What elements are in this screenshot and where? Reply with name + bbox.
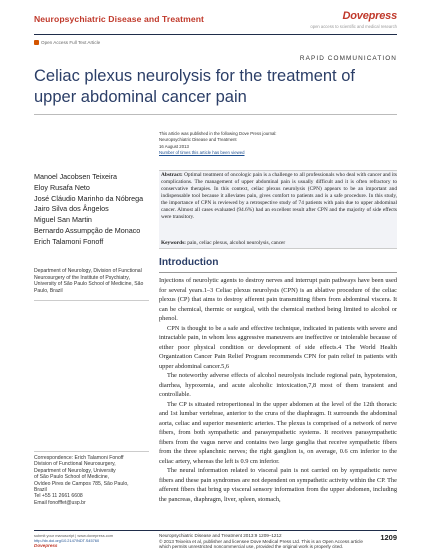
- pubinfo-line: This article was published in the following Dove Press journal:: [159, 131, 277, 136]
- paragraph: The neural information related to visceral pain is not carried on by sympathetic nerve fibers and these pain syndromes are not dependent on sympathetic activity within the CP. The afferent fibers that bring up visceral sensory information from the upper abdomen, including the pancreas, diaphragm, liver, spleen, stomach,: [159, 467, 397, 503]
- correspondence-line: Division of Functional Neurosurgery,: [34, 461, 116, 468]
- paragraph: Injections of neurolytic agents to destroy nerves and interrupt pain pathways have been used for several years.1–3 Celiac plexus neurolysis (CPN) is an ablative procedure of the celiac plexus (CP) that aims to destroy afferent pain transmitting fibers from abdominal viscera. It can be chemical, thermic or surgical, with the chemical method being limited to alcohol or phenol.: [159, 277, 397, 322]
- keywords-text: pain, celiac plexus, alcohol neurolysis, cancer: [187, 240, 286, 246]
- author-list: [34, 172, 149, 248]
- paragraph: CPN is thought to be a safe and effective technique, indicated in patients with severe and intractable pain, in whom less aggressive maneuvers are ineffective or intolerable because of either poor physical condition or development of side effects.4 The World Health Organization Cancer Pain Relief Program recommends CPN for pain relief in patients with upper abdominal cancer.5,6: [159, 324, 397, 370]
- open-access-label: [34, 40, 100, 45]
- author: Miguel San Martin: [34, 215, 92, 225]
- author: José Cláudio Marinho da Nóbrega: [34, 193, 144, 203]
- doi-link[interactable]: http://dx.doi.org/10.2147/NDT.S45760: [34, 538, 100, 543]
- open-access-text: Open Access Full Text Article: [41, 40, 101, 45]
- keywords: [161, 240, 397, 247]
- correspondence-line: Correspondence: Erich Talamoni Fonoff: [34, 455, 124, 461]
- correspondence-divider: [34, 451, 149, 452]
- section-heading: Introduction: [159, 257, 219, 268]
- footer-citation: [159, 533, 369, 550]
- section-divider: [159, 272, 397, 273]
- submit-manuscript-link[interactable]: submit your manuscript | www.dovepress.com: [34, 533, 114, 538]
- affiliation-divider: [34, 300, 149, 301]
- affiliation: Department of Neurology, Division of Functional Neurosurgery of the Institute of Psychiatry, University of São Paulo School of Medicine, São Paulo, Brazil: [34, 268, 144, 294]
- views-link[interactable]: Number of times this article has been viewed: [159, 149, 245, 155]
- body-text: [159, 276, 397, 504]
- publication-info: [159, 131, 359, 156]
- abstract: [161, 172, 397, 221]
- open-access-icon: [34, 40, 39, 45]
- pubinfo-date: 16 August 2013: [159, 143, 189, 149]
- correspondence: [34, 455, 149, 506]
- author: Eloy Rusafa Neto: [34, 182, 90, 192]
- correspondence-line: Tel +55 11 2661 6608: [34, 493, 83, 500]
- title-divider: [34, 114, 397, 115]
- abstract-text: Optimal treatment of oncologic pain is a challenge to all professionals who deal with cancer and its complications. The management of upper abdominal pain is usually difficult and it is often refractory to conservative therapies. In this context, celiac plexus neurolysis (CPN) appears to be an important and indispensable tool because it alleviates pain, gives comfort to patients and is a safe procedure. In this study, the importance of CPN is reviewed by a retrospective study of 74 patients with pain due to upper abdominal cancer. Almost all cases evaluated (94.6%) had an excellent result after CPN and the majority of side effects were transitory.: [161, 172, 397, 221]
- author: Jairo Silva dos Ângelos: [34, 204, 109, 214]
- footer-license: © 2013 Teixeira et al, publisher and licensee Dove Medical Press Ltd. This is an Open Access article which permits unrestricted noncommercial use, provided the original work is properly cited.: [159, 538, 363, 550]
- author: Manoel Jacobsen Teixeira: [34, 172, 117, 181]
- paragraph: The noteworthy adverse effects of alcohol neurolysis include regional pain, hypotension, diarrhea, hypoxemia, and acute alcoholic intoxication,7,8 most of them transient and controllable.: [159, 372, 397, 398]
- article-title: Celiac plexus neurolysis for the treatment of upper abdominal cancer pain: [34, 67, 355, 106]
- correspondence-line: of São Paulo School of Medicine,: [34, 474, 110, 481]
- correspondence-email[interactable]: Email fonofffet@usp.br: [34, 499, 86, 506]
- author: Erich Talamoni Fonoff: [34, 236, 104, 246]
- correspondence-line: Department of Neurology, University: [34, 467, 116, 474]
- footer-divider: [34, 530, 397, 531]
- paragraph: The CP is situated retroperitoneal in the upper abdomen at the level of the 12th thoracic and 1st lumbar vertebrae, anterior to the crura of the diaphragm. It surrounds the abdominal aorta, celiac and superior mesenteric arteries. The plexus is comprised of a network of nerve fibers, from both sympathetic and parasympathetic systems. It receives parasympathetic fibers from the vagus nerve and contains two large ganglia that receive sympathetic fibers from the three splanchnic nerves; the right ganglion is, on average, 0.6 cm inferior to the celiac artery, whereas the left is 0.9 cm inferior.: [159, 400, 397, 465]
- publisher-tagline: open access to scientific and medical research: [310, 24, 397, 29]
- keywords-label: Keywords:: [161, 240, 186, 246]
- author: Bernardo Assumpção de Monaco: [34, 225, 141, 235]
- footer-publisher-logo: Dovepress: [34, 543, 58, 548]
- journal-name: Neuropsychiatric Disease and Treatment: [34, 14, 205, 24]
- article-type: RAPID COMMUNICATION: [299, 55, 397, 62]
- publisher-logo[interactable]: Dovepress: [342, 10, 397, 22]
- footer-journal-line: Neuropsychiatric Disease and Treatment 2013:9 1209–1212: [159, 533, 282, 538]
- correspondence-line: Ovídeo Pires de Campos 785, São Paulo,: [34, 480, 129, 487]
- abstract-label: Abstract:: [161, 172, 183, 178]
- correspondence-line: Brazil: [34, 487, 47, 494]
- header-divider: [34, 34, 397, 35]
- pubinfo-journal: Neuropsychiatric Disease and Treatment: [159, 137, 237, 143]
- page-number: 1209: [380, 533, 397, 542]
